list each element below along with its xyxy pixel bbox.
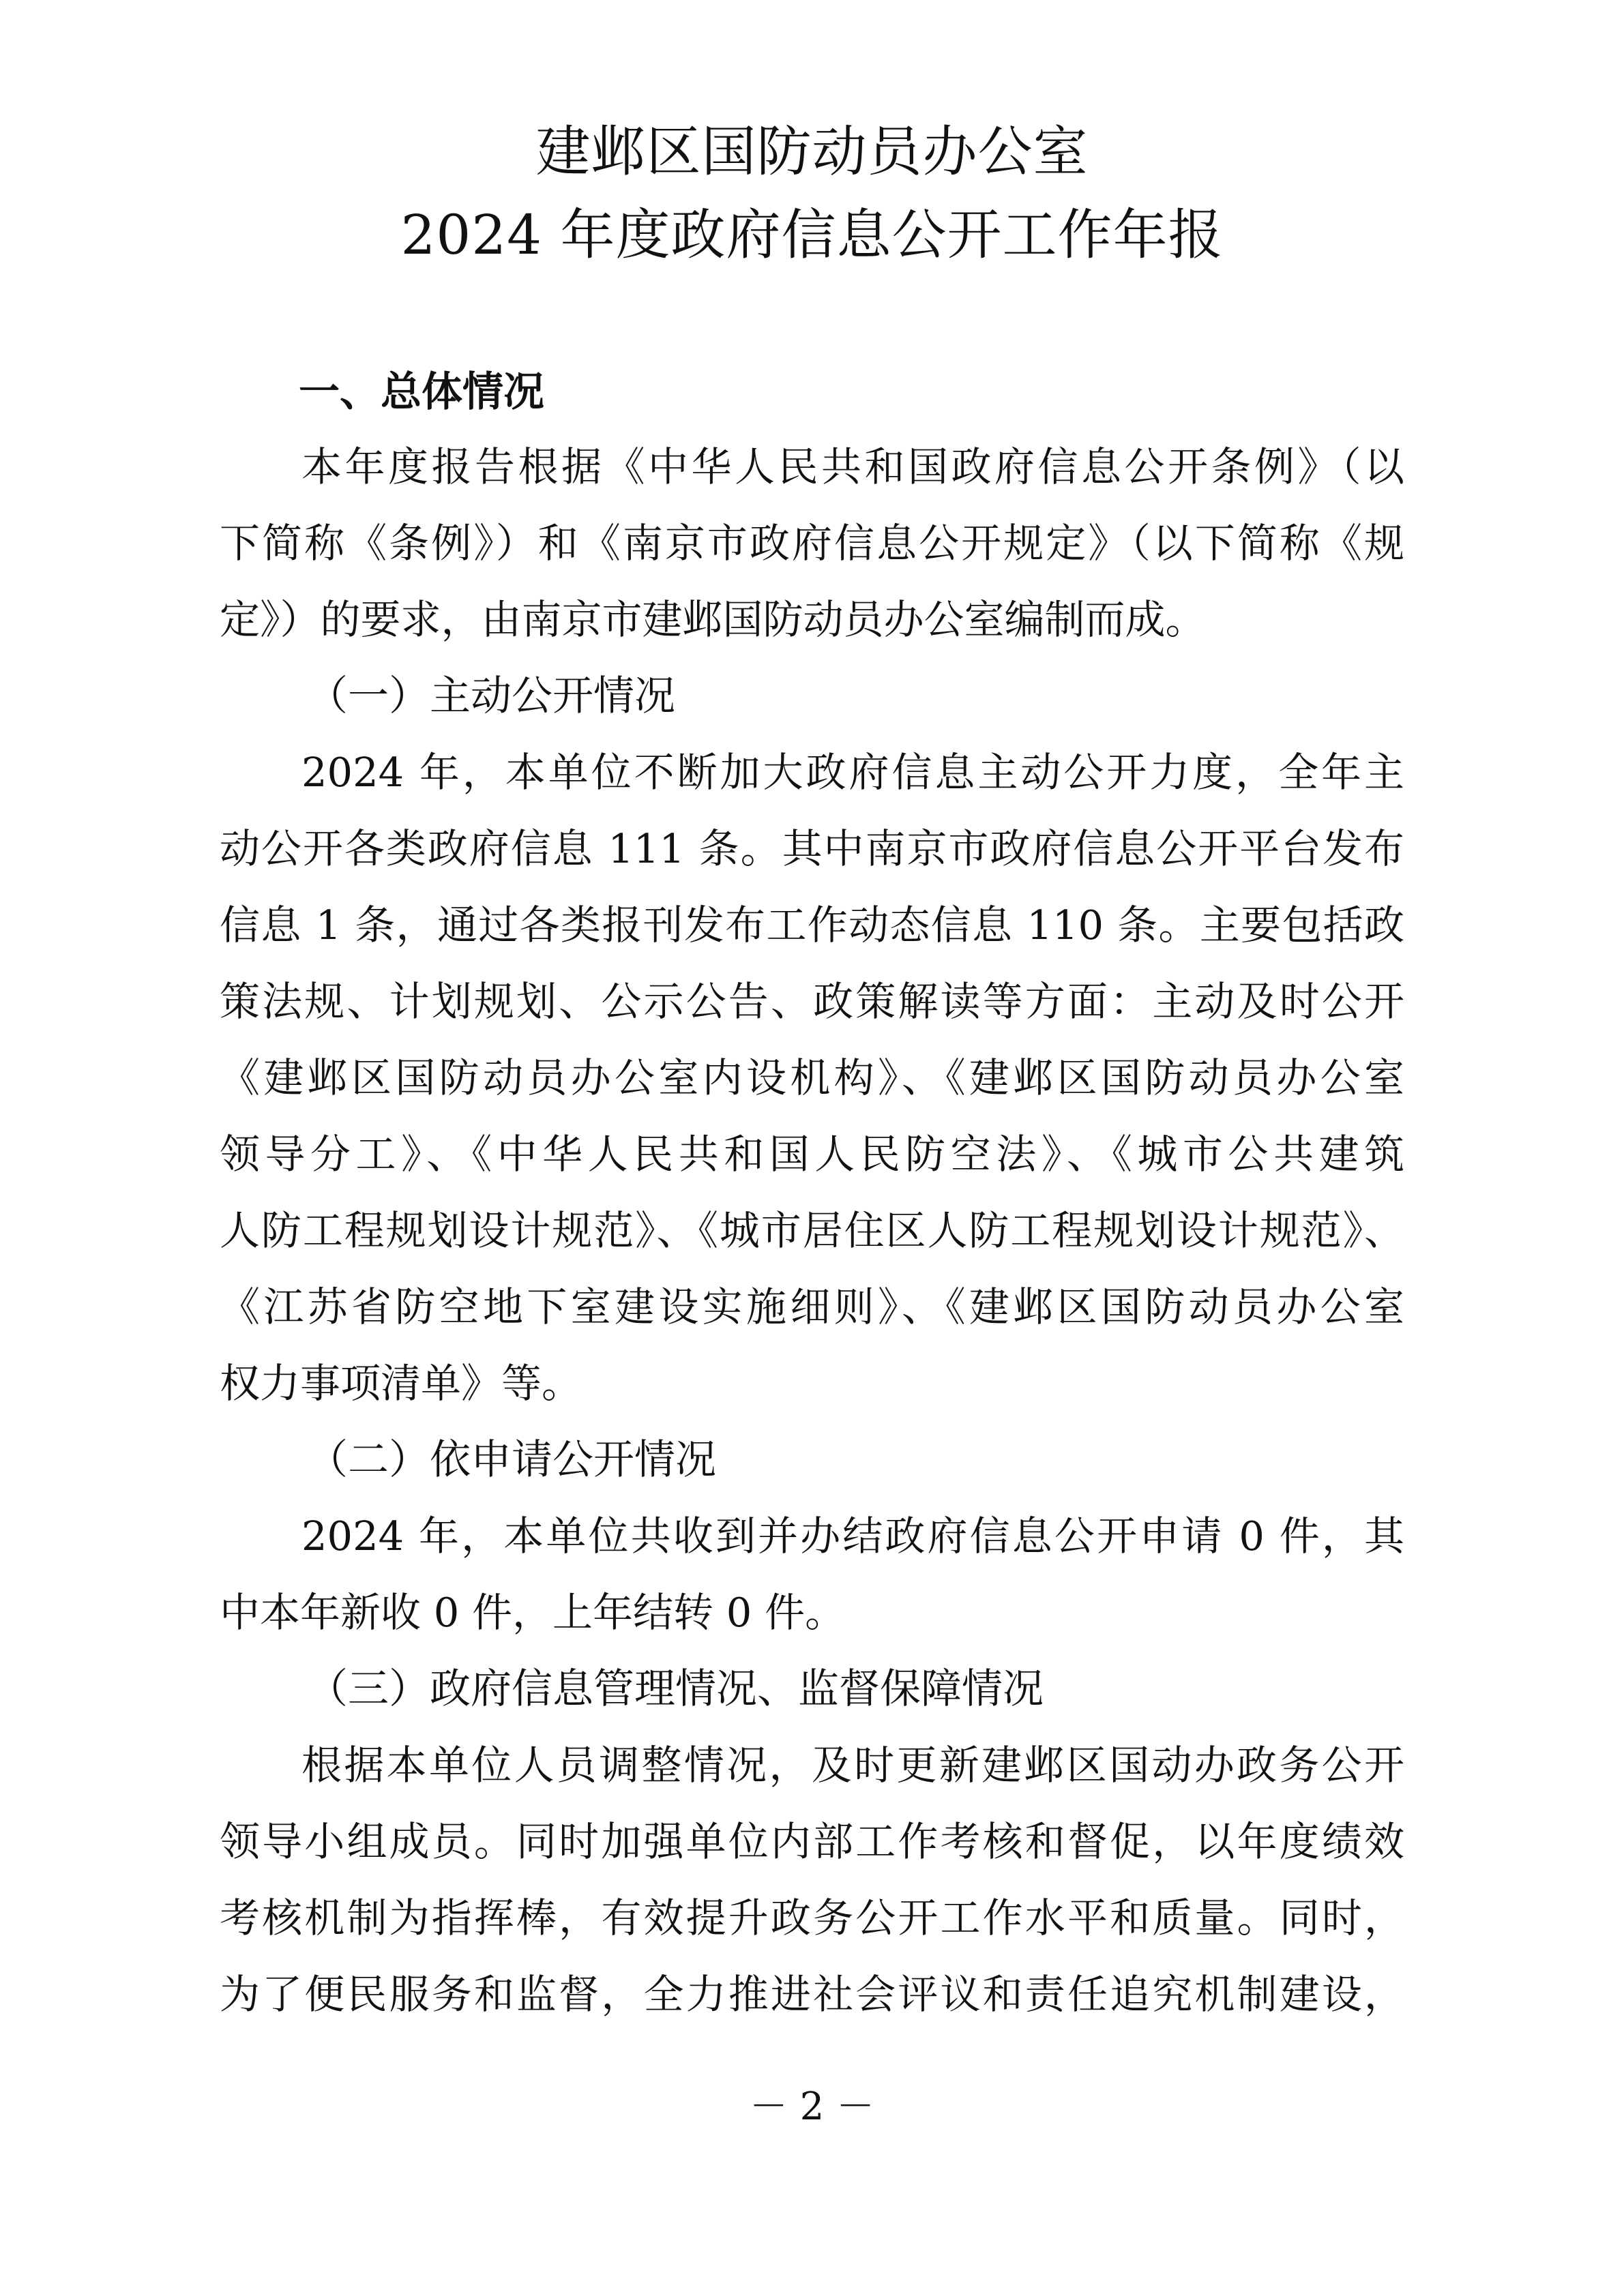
- paragraph-line: 中本年新收 0 件，上年结转 0 件。: [220, 1589, 846, 1636]
- paragraph-line: 2024 年，本单位不断加大政府信息主动公开力度，全年主: [301, 749, 1404, 796]
- paragraph-line: 本年度报告根据《中华人民共和国政府信息公开条例》（以: [301, 443, 1404, 490]
- paragraph-line: 领导分工》、《中华人民共和国人民防空法》、《城市公共建筑: [220, 1131, 1404, 1178]
- paragraph-line: 《江苏省防空地下室建设实施细则》、《建邺区国防动员办公室: [220, 1283, 1404, 1330]
- page-number: － 2 －: [749, 2085, 875, 2129]
- paragraph-line: 《建邺区国防动员办公室内设机构》、《建邺区国防动员办公室: [220, 1054, 1404, 1101]
- paragraph-line: 为了便民服务和监督，全力推进社会评议和责任追究机制建设，: [220, 1971, 1404, 2018]
- document-title-line-1: 建邺区国防动员办公室: [535, 120, 1089, 183]
- paragraph-line: 信息 1 条，通过各类报刊发布工作动态信息 110 条。主要包括政: [220, 901, 1404, 949]
- paragraph-line: 策法规、计划规划、公示公告、政策解读等方面：主动及时公开: [220, 978, 1404, 1025]
- paragraph-line: 2024 年，本单位共收到并办结政府信息公开申请 0 件，其: [301, 1512, 1404, 1560]
- paragraph-line: 动公开各类政府信息 111 条。其中南京市政府信息公开平台发布: [220, 825, 1404, 872]
- paragraph-line: 根据本单位人员调整情况，及时更新建邺区国动办政务公开: [301, 1742, 1404, 1789]
- paragraph-line: 人防工程规划设计规范》、《城市居住区人防工程规划设计规范》、: [220, 1207, 1404, 1254]
- subsection-heading-application-disclosure: （二）依申请公开情况: [307, 1436, 716, 1484]
- subsection-heading-management-supervision: （三）政府信息管理情况、监督保障情况: [307, 1665, 1044, 1713]
- paragraph-line: 考核机制为指挥棒，有效提升政务公开工作水平和质量。同时，: [220, 1894, 1404, 1941]
- paragraph-line: 领导小组成员。同时加强单位内部工作考核和督促，以年度绩效: [220, 1818, 1404, 1865]
- subsection-heading-active-disclosure: （一）主动公开情况: [307, 672, 675, 720]
- paragraph-line: 定》）的要求，由南京市建邺国防动员办公室编制而成。: [220, 596, 1206, 643]
- paragraph-line: 下简称《条例》）和《南京市政府信息公开规定》（以下简称《规: [220, 520, 1404, 567]
- section-heading-overview: 一、总体情况: [299, 368, 544, 416]
- paragraph-line: 权力事项清单》等。: [220, 1360, 582, 1407]
- document-title-line-2: 2024 年度政府信息公开工作年报: [400, 203, 1224, 267]
